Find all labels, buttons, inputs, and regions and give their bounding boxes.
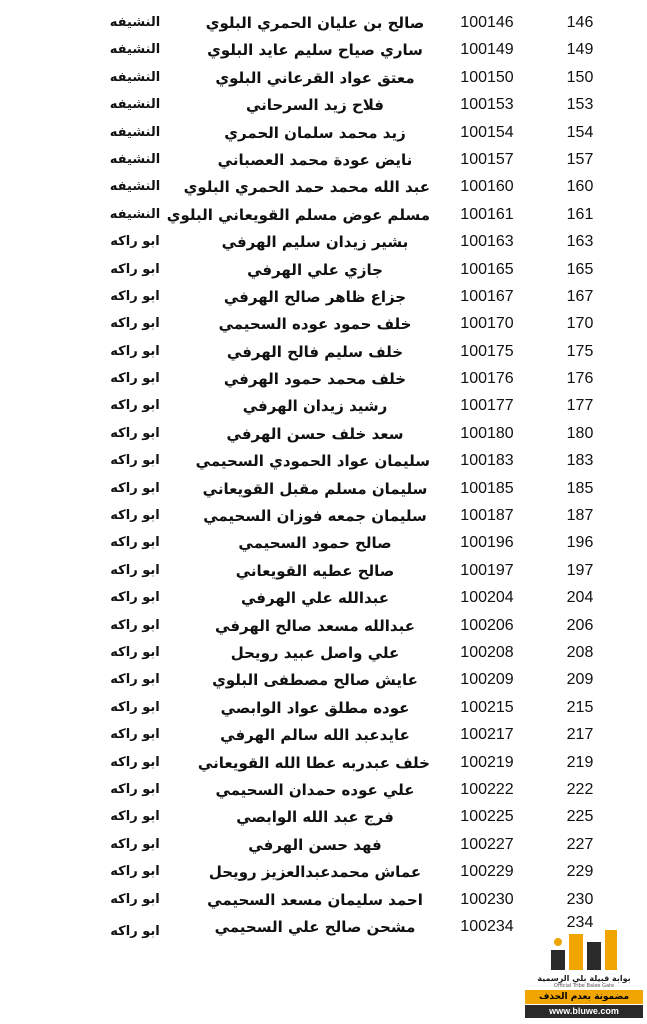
member-code: 100177: [460, 397, 514, 415]
table-row: [0, 120, 647, 147]
area-name: النشيفه: [109, 124, 161, 140]
row-number: 185: [566, 479, 594, 497]
row-number: 197: [566, 561, 594, 579]
area-name: ابو راكه: [110, 923, 160, 939]
member-code: 100229: [460, 863, 514, 881]
table-row: [0, 476, 647, 503]
row-number: 157: [566, 150, 594, 168]
member-name: عماش محمدعبدالعزيز رويحل: [208, 863, 422, 882]
member-name: معتق عواد القرعاني البلوي: [215, 68, 415, 87]
member-name: خلف محمد حمود الهرفي: [223, 370, 407, 389]
row-number: 163: [566, 233, 594, 251]
area-name: ابو راكه: [110, 809, 160, 825]
table-row: [0, 393, 647, 420]
table-row: [0, 202, 647, 229]
area-name: ابو راكه: [110, 754, 160, 770]
area-name: النشيفه: [109, 151, 161, 167]
member-code: 100215: [460, 698, 514, 716]
member-name: خلف عبدربه عطا الله القويعاني: [197, 753, 430, 772]
member-name: صالح حمود السحيمي: [238, 534, 392, 553]
table-row: [0, 147, 647, 174]
row-number: 153: [566, 96, 594, 114]
member-name: صالح بن عليان الحمري البلوي: [205, 14, 425, 32]
row-number: 204: [566, 589, 594, 607]
member-code: 100234: [460, 917, 514, 935]
table-row: [0, 10, 647, 37]
area-name: ابو راكه: [110, 644, 160, 660]
member-code: 100209: [460, 671, 514, 689]
member-code: 100163: [460, 233, 514, 251]
table-row: [0, 229, 647, 256]
table-row: [0, 284, 647, 311]
member-name: فلاح زيد السرحاني: [245, 96, 385, 115]
row-number: 183: [566, 452, 594, 470]
area-name: ابو راكه: [110, 453, 160, 469]
row-number: 175: [566, 342, 594, 360]
table-row: [0, 640, 647, 667]
table-row: [0, 585, 647, 612]
table-row: [0, 92, 647, 119]
row-number: 217: [566, 726, 594, 744]
logo-subtitle: Official Tribe Balee Gate: [553, 983, 615, 989]
member-name: عبدالله علي الهرفي: [240, 589, 390, 608]
member-code: 100153: [460, 96, 514, 114]
table-row: [0, 558, 647, 585]
table-row: [0, 695, 647, 722]
member-name: مشحن صالح علي السحيمي: [214, 917, 416, 936]
member-name: فهد حسن الهرفي: [248, 835, 382, 854]
area-name: النشيفه: [109, 15, 161, 30]
member-name: نايض عودة محمد العصباني: [217, 150, 413, 169]
member-name: ساري صياح سليم عايد البلوي: [207, 41, 423, 60]
area-name: ابو راكه: [110, 590, 160, 606]
row-number: 206: [566, 616, 594, 634]
area-name: ابو راكه: [110, 371, 160, 387]
member-code: 100157: [460, 150, 514, 168]
member-code: 100146: [460, 14, 514, 31]
area-name: ابو راكه: [110, 781, 160, 797]
row-number: 167: [566, 287, 594, 305]
area-name: ابو راكه: [110, 508, 160, 524]
member-name: زيد محمد سلمان الحمري: [224, 123, 406, 142]
member-code: 100197: [460, 561, 514, 579]
member-code: 100219: [460, 753, 514, 771]
member-name: فرج عبد الله الوابصي: [236, 808, 394, 827]
row-number: 176: [566, 370, 594, 388]
names-table: [0, 10, 647, 941]
member-name: احمد سليمان مسعد السحيمي: [207, 890, 423, 909]
row-number: 225: [566, 808, 594, 826]
table-row: [0, 777, 647, 804]
member-name: سليمان جمعه فوزان السحيمي: [203, 507, 427, 526]
member-code: 100217: [460, 726, 514, 744]
row-number: 161: [566, 205, 594, 223]
member-code: 100204: [460, 589, 514, 607]
area-name: ابو راكه: [110, 864, 160, 880]
row-number: 150: [566, 68, 594, 86]
member-name: مسلم عوض مسلم القويعاني البلوي: [166, 205, 430, 224]
member-code: 100230: [460, 890, 514, 908]
row-number: 209: [566, 671, 594, 689]
member-name: رشيد زيدان الهرفي: [242, 397, 388, 416]
row-number: 227: [566, 835, 594, 853]
row-number: 196: [566, 534, 594, 552]
row-number: 222: [566, 780, 594, 798]
table-row: [0, 750, 647, 777]
table-row: [0, 722, 647, 749]
member-name: عايش صالح مصطفى البلوي: [212, 671, 418, 690]
member-code: 100227: [460, 835, 514, 853]
member-code: 100160: [460, 178, 514, 196]
table-row: [0, 503, 647, 530]
member-name: سليمان عواد الحمودي السحيمي: [195, 452, 430, 471]
row-number: 230: [566, 890, 594, 908]
member-code: 100225: [460, 808, 514, 826]
row-number: 149: [566, 41, 594, 59]
area-name: ابو راكه: [110, 699, 160, 715]
member-code: 100208: [460, 643, 514, 661]
area-name: النشيفه: [109, 69, 161, 85]
member-name: جزاع ظاهر صالح الهرفي: [223, 287, 407, 306]
member-code: 100154: [460, 123, 514, 141]
row-number: 146: [566, 14, 594, 31]
row-number: 180: [566, 424, 594, 442]
member-name: سعد خلف حسن الهرفي: [226, 424, 404, 443]
table-row: [0, 832, 647, 859]
table-row: [0, 65, 647, 92]
row-number: 177: [566, 397, 594, 415]
area-name: ابو راكه: [110, 425, 160, 441]
logo-url: www.bluwe.com: [525, 1005, 643, 1018]
member-name: عوده مطلق عواد الوابصي: [220, 698, 410, 717]
logo-title: بوابة قبيلة بلي الرسمية: [537, 974, 631, 983]
member-name: عبدالله مسعد صالح الهرفي: [215, 616, 415, 635]
member-code: 100183: [460, 452, 514, 470]
member-code: 100222: [460, 780, 514, 798]
table-row: [0, 37, 647, 64]
member-code: 100149: [460, 41, 514, 59]
tribe-logo-icon: [545, 928, 623, 972]
area-name: ابو راكه: [110, 480, 160, 496]
table-row: [0, 887, 647, 914]
member-code: 100170: [460, 315, 514, 333]
area-name: ابو راكه: [110, 836, 160, 852]
row-number: 160: [566, 178, 594, 196]
table-row: [0, 311, 647, 338]
member-name: عايدعبد الله سالم الهرفي: [220, 726, 410, 745]
table-row: [0, 667, 647, 694]
member-name: جازي علي الهرفي: [247, 260, 383, 279]
member-code: 100180: [460, 424, 514, 442]
member-name: علي عوده حمدان السحيمي: [215, 780, 415, 799]
area-name: النشيفه: [109, 97, 161, 113]
area-name: ابو راكه: [110, 343, 160, 359]
member-code: 100167: [460, 287, 514, 305]
member-code: 100165: [460, 260, 514, 278]
member-code: 100206: [460, 616, 514, 634]
member-code: 100185: [460, 479, 514, 497]
member-code: 100176: [460, 370, 514, 388]
area-name: ابو راكه: [110, 288, 160, 304]
table-row: [0, 613, 647, 640]
table-row: [0, 804, 647, 831]
area-name: ابو راكه: [110, 316, 160, 332]
area-name: ابو راكه: [110, 672, 160, 688]
table-row: [0, 859, 647, 886]
row-number: 170: [566, 315, 594, 333]
member-code: 100187: [460, 507, 514, 525]
area-name: ابو راكه: [110, 891, 160, 907]
table-row: [0, 174, 647, 201]
row-number: 219: [566, 753, 594, 771]
row-number: 165: [566, 260, 594, 278]
area-name: ابو راكه: [110, 617, 160, 633]
row-number: 234: [566, 913, 594, 931]
member-name: علي واصل عبيد رويحل: [230, 643, 400, 662]
member-code: 100175: [460, 342, 514, 360]
area-name: ابو راكه: [110, 398, 160, 414]
area-name: ابو راكه: [110, 727, 160, 743]
area-name: النشيفه: [109, 206, 161, 222]
row-number: 187: [566, 507, 594, 525]
area-name: ابو راكه: [110, 535, 160, 551]
area-name: النشيفه: [109, 179, 161, 195]
site-logo: [523, 928, 645, 1020]
member-name: خلف سليم فالح الهرفي: [226, 342, 404, 361]
row-number: 215: [566, 698, 594, 716]
area-name: ابو راكه: [110, 562, 160, 578]
area-name: ابو راكه: [110, 234, 160, 250]
row-number: 208: [566, 643, 594, 661]
table-row: [0, 339, 647, 366]
member-code: 100196: [460, 534, 514, 552]
table-row: [0, 366, 647, 393]
member-name: بشير زيدان سليم الهرفي: [221, 233, 409, 252]
area-name: ابو راكه: [110, 261, 160, 277]
area-name: النشيفه: [109, 42, 161, 58]
table-row: [0, 448, 647, 475]
table-row: [0, 257, 647, 284]
logo-banner: مضمونة بعدم الحذف: [525, 990, 643, 1004]
row-number: 229: [566, 863, 594, 881]
member-name: خلف حمود عوده السحيمي: [218, 315, 412, 334]
member-name: عبد الله محمد حمد الحمري البلوي: [183, 178, 430, 197]
member-code: 100150: [460, 68, 514, 86]
table-row: [0, 530, 647, 557]
row-number: 154: [566, 123, 594, 141]
member-name: سليمان مسلم مقبل القويعاني: [202, 479, 428, 498]
member-name: صالح عطيه القويعاني: [235, 561, 395, 580]
table-row: [0, 421, 647, 448]
member-code: 100161: [460, 205, 514, 223]
